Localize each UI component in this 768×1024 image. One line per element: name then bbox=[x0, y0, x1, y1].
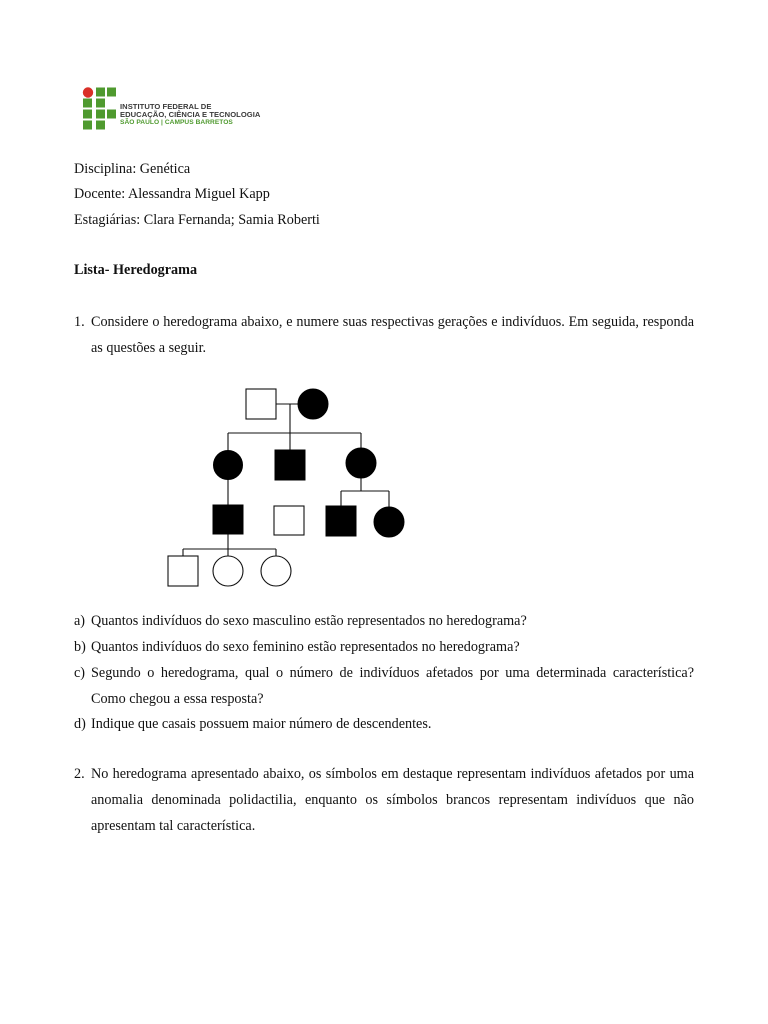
subquestion-c-label: c) bbox=[74, 665, 86, 681]
discipline-line: Disciplina: Genética bbox=[74, 161, 191, 177]
teacher-line: Docente: Alessandra Miguel Kapp bbox=[74, 186, 270, 202]
pedigree-male-unaffected bbox=[168, 556, 198, 586]
pedigree-male-affected bbox=[326, 506, 356, 536]
pedigree-female-affected bbox=[346, 448, 376, 478]
question-1-number: 1. bbox=[74, 314, 85, 330]
list-title: Lista- Heredograma bbox=[74, 262, 198, 278]
question-1-text: Considere o heredograma abaixo, e numere suas respectivas gerações e indivíduos. Em seguida, responda as questões a seguir. bbox=[91, 314, 694, 356]
logo-line-3: SÃO PAULO | CAMPUS BARRETOS bbox=[120, 119, 233, 127]
logo-line-1: INSTITUTO FEDERAL DE bbox=[120, 102, 212, 111]
question-1 bbox=[74, 309, 694, 361]
question-2-number: 2. bbox=[74, 766, 85, 782]
pedigree-male-unaffected bbox=[246, 389, 276, 419]
pedigree-female-affected bbox=[374, 507, 404, 537]
pedigree-male-affected bbox=[213, 505, 243, 534]
subquestion-d-text: Indique que casais possuem maior número de descendentes. bbox=[91, 716, 432, 732]
subquestion-c bbox=[74, 660, 694, 712]
subquestion-a-label: a) bbox=[74, 613, 86, 629]
pedigree-lines bbox=[183, 404, 389, 556]
logo-red-dot bbox=[83, 87, 93, 97]
pedigree-male-affected bbox=[275, 450, 305, 480]
institute-logo bbox=[80, 84, 260, 130]
pedigree-female-affected bbox=[298, 389, 328, 419]
subquestion-a bbox=[74, 608, 694, 634]
question-2-text: No heredograma apresentado abaixo, os símbolos em destaque representam indivíduos afetados por uma anomalia denominada polidactilia, enquanto os símbolos brancos representam indivíduos que não apresentam tal característica. bbox=[91, 766, 694, 834]
pedigree-female-unaffected bbox=[213, 556, 243, 586]
interns-line: Estagiárias: Clara Fernanda; Samia Roberti bbox=[74, 212, 320, 228]
subquestion-c-text: Segundo o heredograma, qual o número de indivíduos afetados por uma determinada característica? Como chegou a essa resposta? bbox=[91, 665, 694, 707]
logo-text bbox=[120, 103, 260, 128]
logo-line-2: EDUCAÇÃO, CIÊNCIA E TECNOLOGIA bbox=[120, 110, 261, 120]
subquestion-b-label: b) bbox=[74, 639, 86, 655]
question-2 bbox=[74, 761, 694, 839]
subquestion-b-text: Quantos indivíduos do sexo feminino estão representados no heredograma? bbox=[91, 639, 520, 655]
pedigree-female-unaffected bbox=[261, 556, 291, 586]
pedigree-female-affected bbox=[214, 451, 243, 480]
pedigree-male-unaffected bbox=[274, 506, 304, 535]
subquestion-d bbox=[74, 711, 694, 737]
subquestion-a-text: Quantos indivíduos do sexo masculino estão representados no heredograma? bbox=[91, 613, 527, 629]
logo-grid-icon bbox=[80, 84, 120, 130]
subquestion-d-label: d) bbox=[74, 716, 86, 732]
subquestion-b bbox=[74, 634, 694, 660]
